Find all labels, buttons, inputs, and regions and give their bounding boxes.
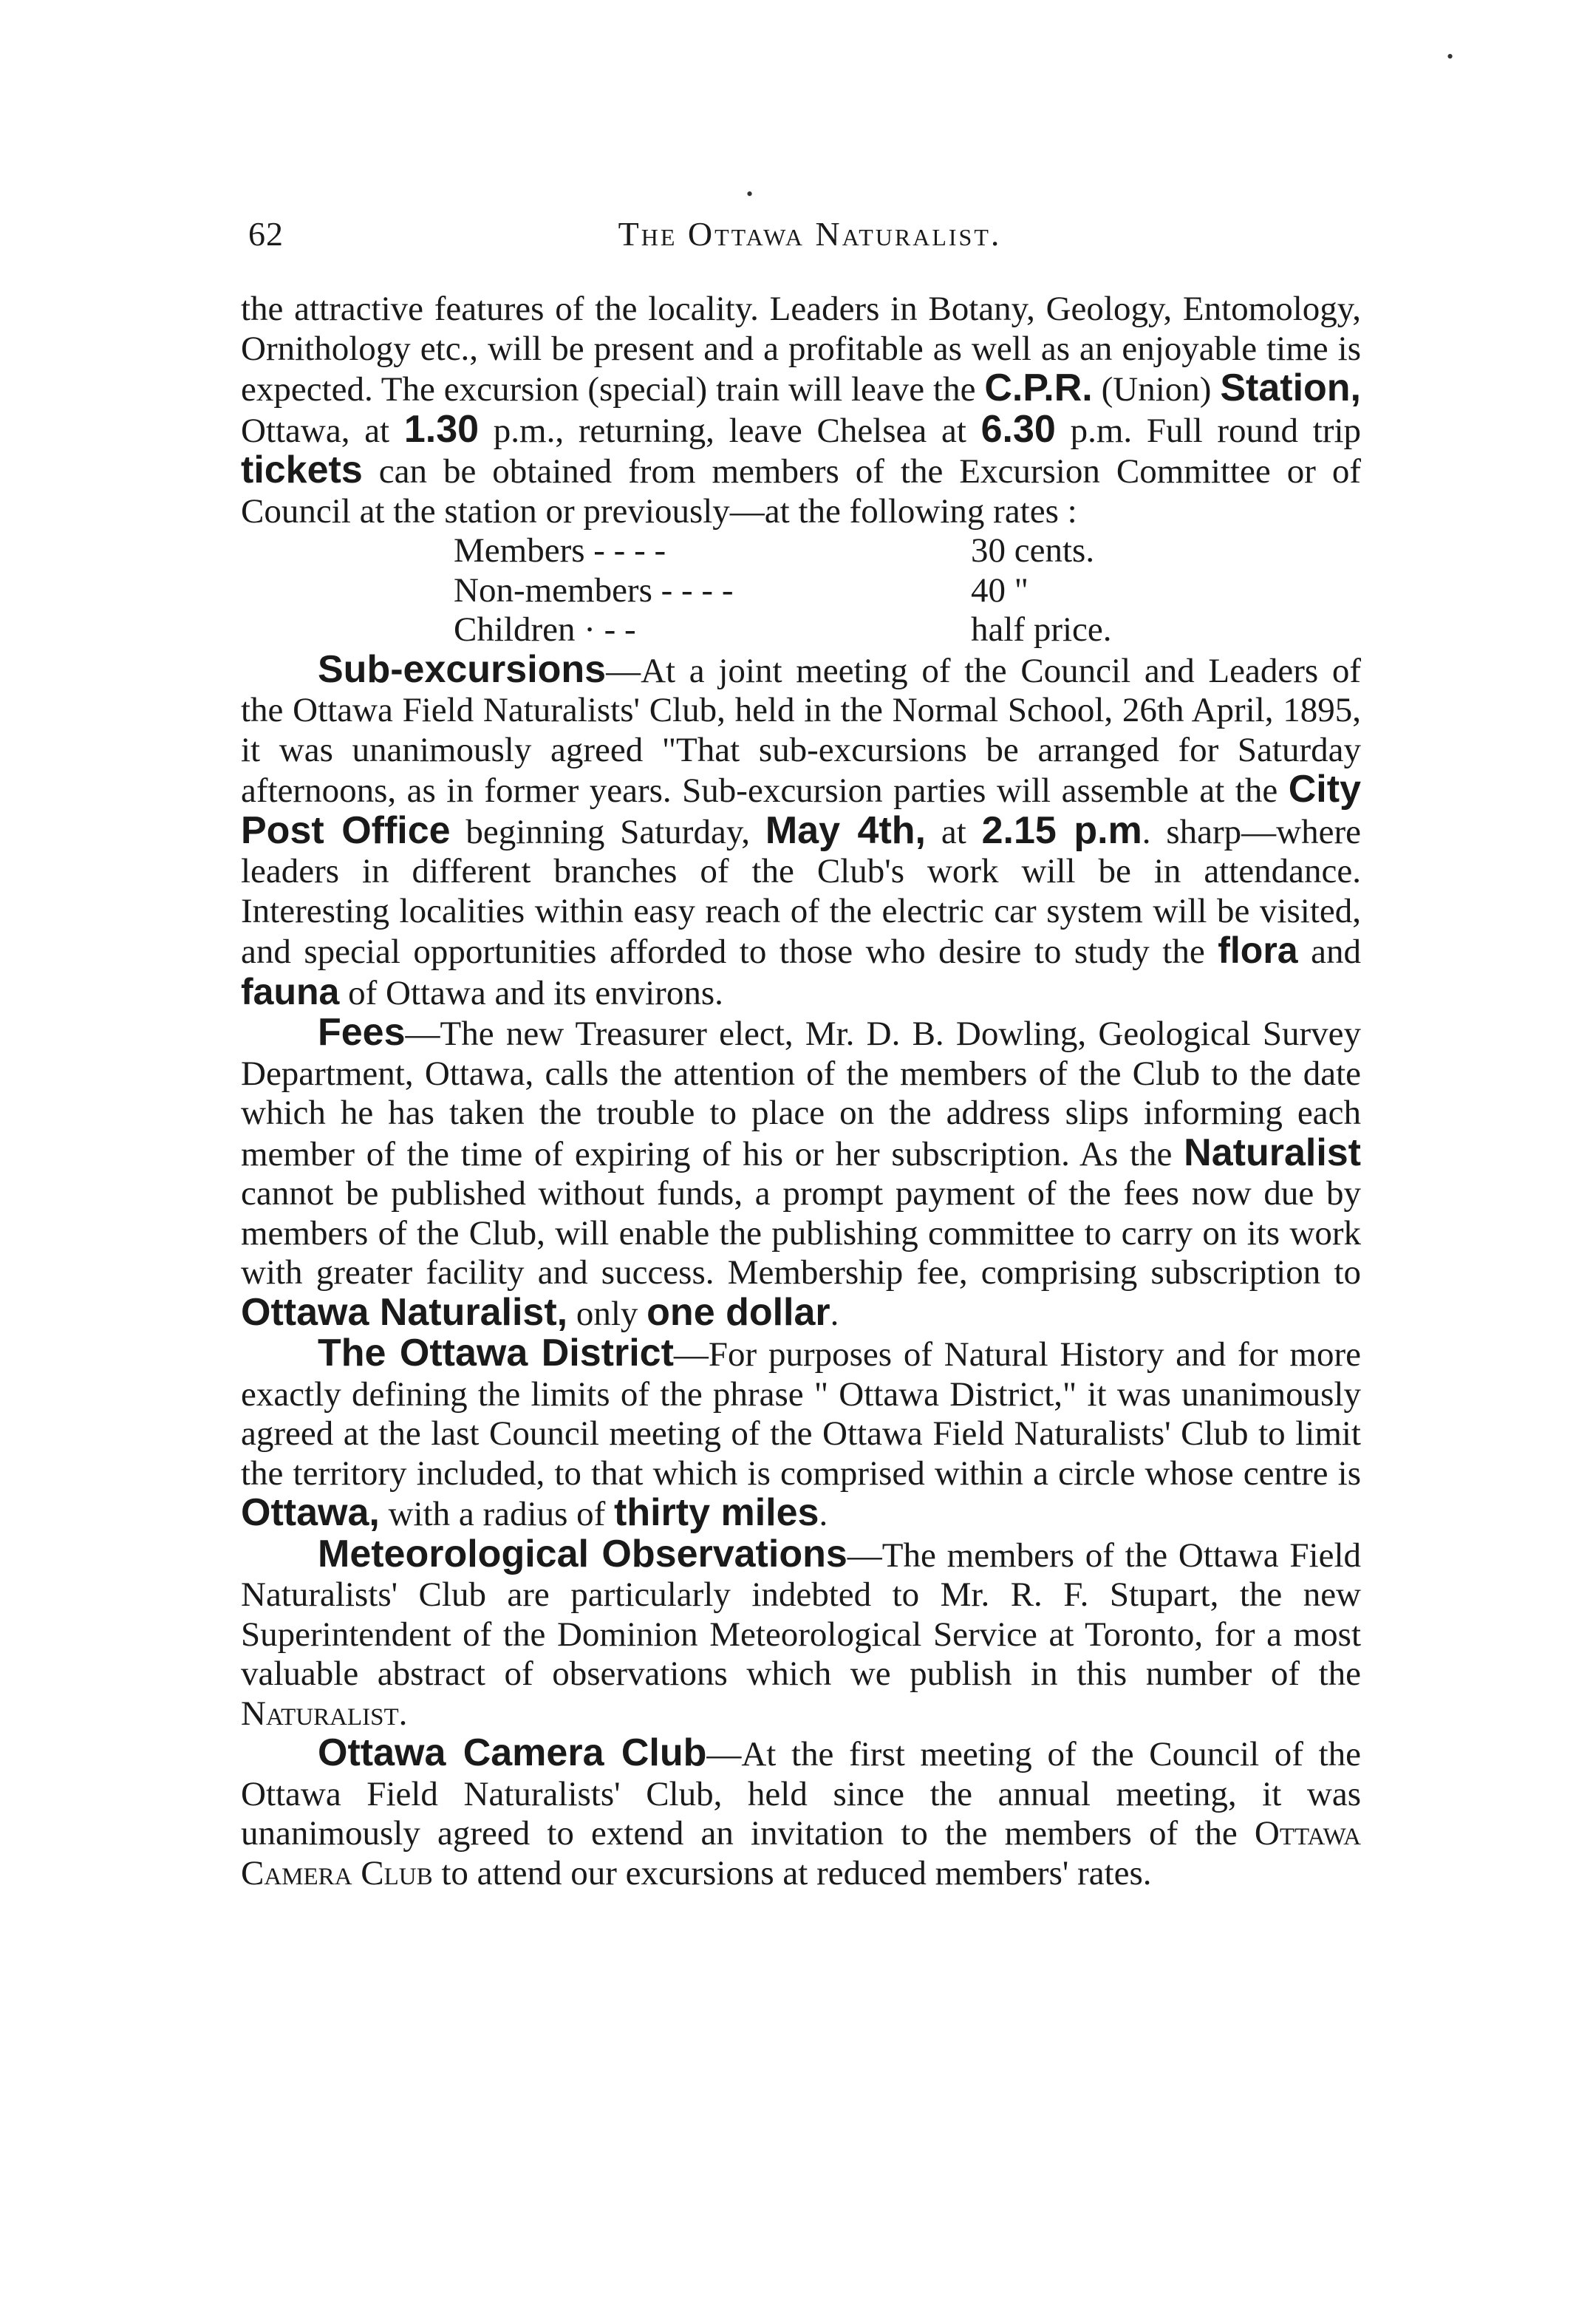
text-run: can be obtained from members of the Excursion Committee or of Council at the station or previously—at the following rates :	[241, 452, 1361, 531]
text-run: p.m., returning, leave Chelsea at	[479, 411, 981, 450]
bold-run: flora	[1218, 930, 1298, 971]
small-caps-run: Ottawa Camera Club	[241, 1814, 1361, 1892]
text-run: .	[398, 1694, 408, 1733]
rate-category: Members - - - -	[454, 531, 666, 570]
page-body	[241, 290, 1361, 1893]
bold-run: C.P.R.	[984, 367, 1093, 409]
text-run: .	[830, 1294, 839, 1333]
text-run: (Union)	[1092, 370, 1221, 409]
bold-run: thirty miles	[614, 1491, 819, 1534]
bold-run: 2.15 p.m	[981, 808, 1142, 852]
text-run: —For purposes of Natural History and for more exactly defining the limits of the phrase " Ottawa District," it was unanimously agreed at the last Council meeting of the Ottawa Field Naturalists' Club to limit the territory included, to that which is comprised within a circle whose centre is	[241, 1335, 1361, 1493]
rate-price: 30 cents.	[971, 531, 1095, 570]
intro-paragraph	[241, 290, 1361, 531]
rate-category: Non-members - - - -	[454, 570, 734, 610]
text-run: —The new Treasurer elect, Mr. D. B. Dowling, Geological Survey Department, Ottawa, calls the attention of the members of the Club to the date which he has taken the trouble to place on the address slips informing each member of the time of expiring of his or her subscription. As the	[241, 1015, 1361, 1173]
bold-run: City Post Office	[241, 768, 1361, 852]
stray-dot-mark: •	[746, 183, 754, 205]
bold-run: Naturalist	[1184, 1131, 1361, 1174]
sub-excursions-paragraph	[241, 647, 1362, 1014]
text-run: only	[567, 1294, 647, 1333]
running-title: The Ottawa Naturalist.	[618, 215, 1002, 253]
text-run: at	[926, 812, 982, 851]
rate-row	[454, 571, 1112, 611]
rate-price: 40 "	[971, 570, 1029, 610]
text-run: and	[1297, 933, 1361, 971]
text-run: Ottawa, at	[241, 411, 404, 450]
text-run: —The members of the Ottawa Field Naturalists' Club are particularly indebted to Mr. R. F. Stupart, the new Superintendent of the Dominion Meteorological Service at Toronto, for a most valuable abstract of observations which we publish in this number of the	[241, 1536, 1361, 1693]
text-run: —At the first meeting of the Council of the Ottawa Field Naturalists' Club, held since the annual meeting, it was unanimously agreed to extend an invitation to the members of the	[241, 1735, 1361, 1853]
bold-run: one dollar	[647, 1290, 830, 1334]
section-heading: Sub-excursions	[318, 647, 607, 691]
rate-price: half price.	[971, 610, 1112, 649]
bold-run: May 4th,	[765, 808, 926, 852]
camera-club-paragraph	[241, 1731, 1361, 1893]
bold-run: Station,	[1220, 367, 1361, 409]
bold-run: 6.30	[980, 407, 1056, 451]
meteorological-paragraph	[241, 1532, 1361, 1734]
bold-run: Ottawa,	[241, 1491, 380, 1534]
section-heading: Fees	[318, 1011, 406, 1054]
section-heading: Meteorological Observations	[318, 1532, 847, 1575]
bold-run: tickets	[241, 449, 363, 491]
rate-category: Children · - -	[454, 610, 636, 649]
text-run: of Ottawa and its environs.	[339, 973, 723, 1012]
stray-dot-mark: •	[1447, 46, 1454, 67]
text-run: beginning Saturday,	[450, 812, 765, 851]
text-run: cannot be published without funds, a prompt payment of the fees now due by members of the Club, will enable the publishing committee to carry on its work with greater facility and success. Membership fee, comprising subscription to	[241, 1174, 1361, 1292]
small-caps-run: Naturalist	[241, 1694, 399, 1733]
page-number: 62	[248, 215, 284, 253]
ottawa-district-paragraph	[241, 1334, 1361, 1535]
text-run: —At a joint meeting of the Council and Leaders of the Ottawa Field Naturalists' Club, held in the Normal School, 26th April, 1895, it was unanimously agreed "That sub-excursions be arranged for Saturday afternoons, as in former years. Sub-excursion parties will assemble at the	[241, 651, 1361, 810]
fees-paragraph	[241, 1013, 1361, 1334]
bold-run: fauna	[241, 970, 340, 1012]
section-heading: Ottawa Camera Club	[318, 1731, 707, 1774]
bold-run: Ottawa Naturalist,	[241, 1290, 568, 1334]
section-heading: The Ottawa District	[318, 1332, 674, 1374]
rates-table	[454, 531, 1112, 650]
text-run: to attend our excursions at reduced members' rates.	[432, 1853, 1152, 1892]
rate-row	[454, 531, 1112, 571]
text-run: . sharp—where leaders in different branches of the Club's work will be in attendance. Interesting localities within easy reach of the electric car system will be visited, and special opportunities afforded to those who desire to study the	[241, 812, 1362, 971]
text-run: .	[819, 1495, 828, 1533]
text-run: p.m. Full round trip	[1055, 411, 1362, 450]
text-run: the attractive features of the locality. Leaders in Botany, Geology, Entomology, Ornithology etc., will be present and a profitable as well as an enjoyable time is expected. The excursion (special) train will leave the	[241, 290, 1361, 409]
text-run: with a radius of	[379, 1495, 615, 1533]
bold-run: 1.30	[403, 407, 480, 451]
rate-row	[454, 610, 1112, 650]
